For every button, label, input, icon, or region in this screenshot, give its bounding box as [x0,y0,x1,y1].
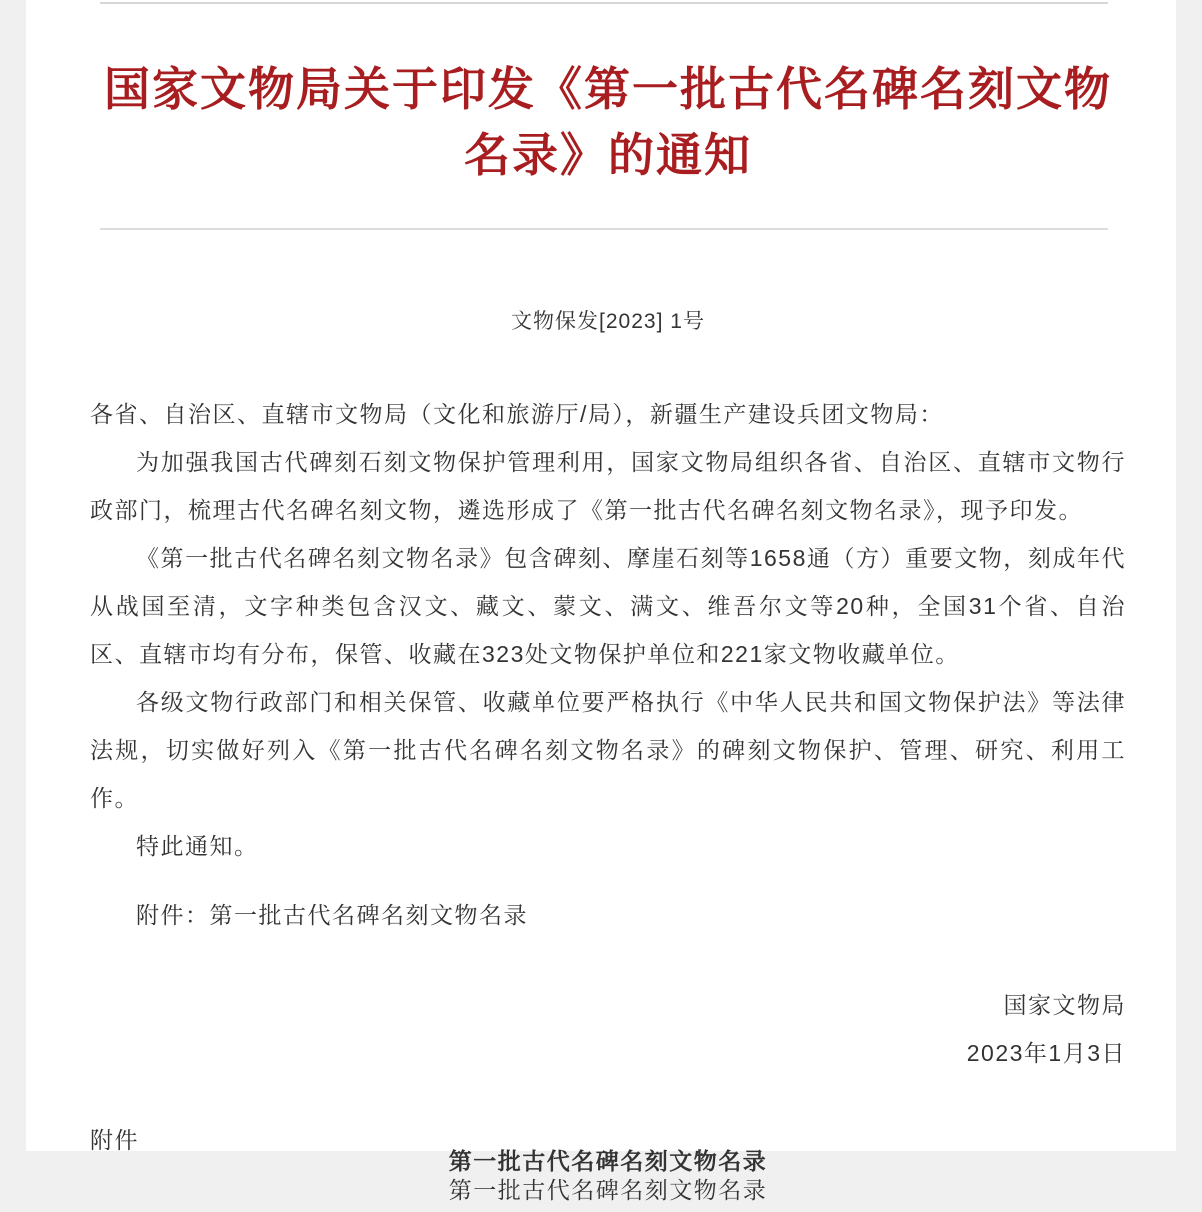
body-paragraph: 各级文物行政部门和相关保管、收藏单位要严格执行《中华人民共和国文物保护法》等法律法规，切实做好列入《第一批古代名碑名刻文物名录》的碑刻文物保护、管理、研究、利用工作。 [90,689,1126,811]
attachment-reference-line: 附件：第一批古代名碑名刻文物名录 [136,902,528,928]
appendix-title: 第一批古代名碑名刻文物名录 [448,1177,768,1203]
appendix-label: 附件 [90,1127,139,1153]
notice-title: 国家文物局关于印发《第一批古代名碑名刻文物名录》的通知 [104,63,1112,181]
title-divider-rule [100,228,1108,230]
notice-body [90,390,1126,1212]
closing-line: 特此通知。 [136,833,259,859]
body-paragraph: 为加强我国古代碑刻石刻文物保护管理利用，国家文物局组织各省、自治区、直辖市文物行政部门，梳理古代名碑名刻文物，遴选形成了《第一批古代名碑名刻文物名录》，现予印发。 [90,449,1126,523]
notice-document-page [26,0,1176,1203]
salutation-line: 各省、自治区、直辖市文物局（文化和旅游厅/局），新疆生产建设兵团文物局： [90,401,944,427]
notice-content [26,56,1176,1212]
body-paragraph: 《第一批古代名碑名刻文物名录》包含碑刻、摩崖石刻等1658通（方）重要文物，刻成年代从战国至清，文字种类包含汉文、藏文、蒙文、满文、维吾尔文等20种，全国31个省、自治区、直辖市均有分布，保管、收藏在323处文物保护单位和221家文物收藏单位。 [90,545,1126,667]
top-divider-rule [100,2,1108,4]
appendix-table-caption-clipped: 第一批古代名碑名刻文物名录 [448,1148,768,1174]
signature-organization: 国家文物局 [1003,992,1126,1018]
signature-date: 2023年1月3日 [966,1040,1126,1066]
document-number: 文物保发[2023] 1号 [511,310,705,333]
